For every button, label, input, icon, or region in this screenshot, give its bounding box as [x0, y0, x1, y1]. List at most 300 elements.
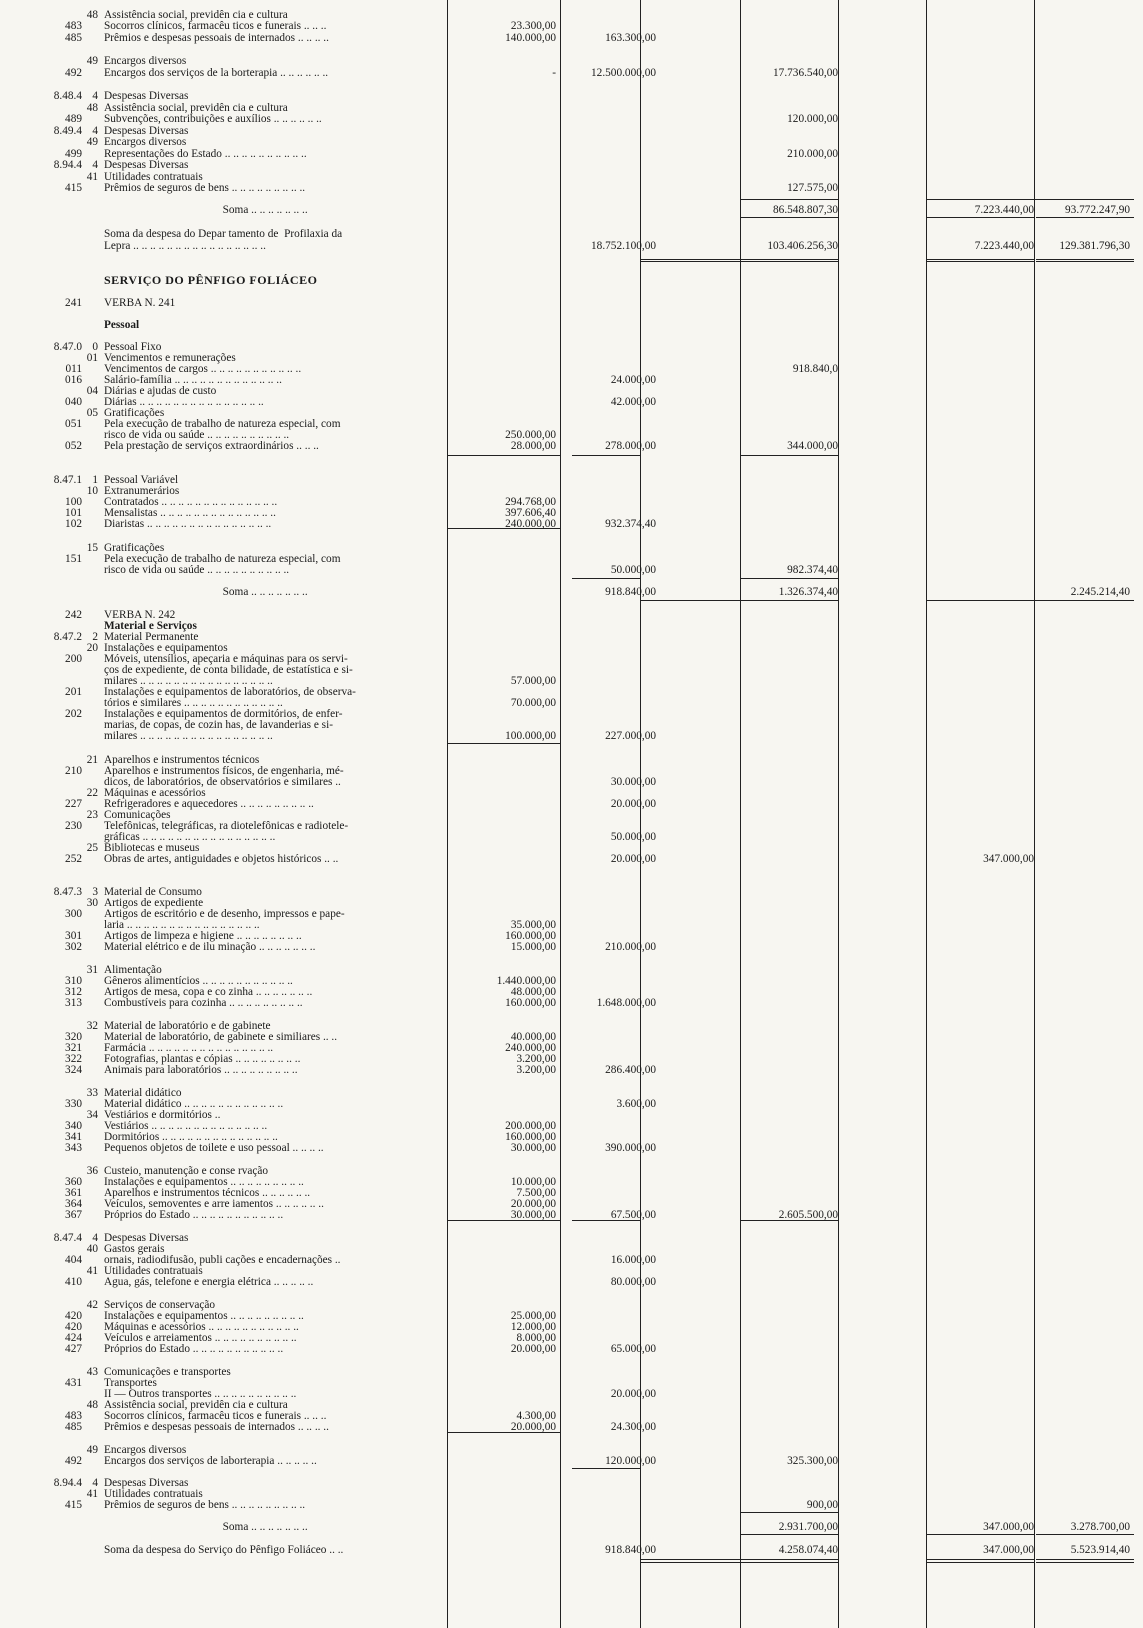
subgroup-code: 4: [92, 125, 98, 137]
item-code: 252: [65, 853, 82, 865]
total-rule: [740, 455, 838, 456]
amount-c1: 294.768,00: [505, 496, 556, 508]
item-code: 8.49.4: [53, 125, 82, 137]
total-rule: [572, 455, 640, 456]
subgroup-code: 4: [92, 90, 98, 102]
subgroup-code: 3: [92, 886, 98, 898]
item-description: Comunicações: [104, 809, 171, 821]
item-description: Representações do Estado .. .. .. .. .. .. .. .. .. ..: [104, 148, 307, 160]
item-code: 492: [65, 67, 82, 79]
item-description: Dormitórios .. .. .. .. .. .. .. .. .. .. .. .. .. ..: [104, 1131, 278, 1143]
item-code: 201: [65, 686, 82, 698]
subgroup-code: 4: [92, 1232, 98, 1244]
item-description: Veículos, semoventes e arre iamentos .. .. .. .. .. ..: [104, 1198, 324, 1210]
item-description: Soma .. .. .. .. .. .. ..: [104, 1521, 308, 1533]
amount-c2: 918.840,00: [605, 586, 656, 598]
amount-c1: 100.000,00: [505, 730, 556, 742]
amount-c2: 227.000,00: [605, 730, 656, 742]
total-rule: [926, 600, 1134, 601]
amount-c2: 30.000,00: [610, 776, 656, 788]
total-rule: [640, 259, 740, 260]
item-code: 424: [65, 1332, 82, 1344]
item-description: Soma da despesa do Depar tamento de Profilaxia da: [104, 228, 343, 240]
amount-c2: 65.000,00: [610, 1343, 656, 1355]
subgroup-code: 48: [86, 9, 98, 21]
item-description: Material e Serviços: [104, 620, 197, 632]
total-rule: [640, 1562, 740, 1563]
subgroup-code: 23: [86, 809, 98, 821]
item-code: 227: [65, 798, 82, 810]
amount-c1: 160.000,00: [505, 930, 556, 942]
item-code: 415: [65, 1499, 82, 1511]
total-rule: [926, 261, 1034, 262]
item-description: risco de vida ou saúde .. .. .. .. .. .. .. .. .. ..: [104, 564, 290, 576]
amount-c2: 932.374,40: [605, 518, 656, 530]
item-description: Combustíveis para cozinha .. .. .. .. .. .. .. .. ..: [104, 997, 303, 1009]
amount-c3: 325.300,00: [787, 1455, 838, 1467]
item-description: Agua, gás, telefone e energia elétrica .. .. .. .. ..: [104, 1276, 314, 1288]
item-code: 420: [65, 1321, 82, 1333]
total-rule: [1036, 1559, 1134, 1560]
item-description: Artigos de expediente: [104, 897, 204, 909]
amount-c2: 24.000,00: [610, 374, 656, 386]
item-description: Máquinas e acessórios .. .. .. .. .. .. .. .. .. .. ..: [104, 1321, 299, 1333]
amount-c1: 10.000,00: [510, 1176, 556, 1188]
item-description: Encargos dos serviços de la borterapia .. .. .. .. .. ..: [104, 67, 329, 79]
amount-c2: 390.000,00: [605, 1142, 656, 1154]
subgroup-code: 42: [86, 1299, 98, 1311]
item-description: Material de Consumo: [104, 886, 202, 898]
item-code: 101: [65, 507, 82, 519]
item-description: Aparelhos e instrumentos técnicos: [104, 754, 260, 766]
subgroup-code: 49: [86, 1444, 98, 1456]
item-code: 8.47.4: [53, 1232, 82, 1244]
total-rule: [447, 455, 560, 456]
column-rule: [1034, 0, 1035, 1628]
item-description: Despesas Diversas: [104, 1477, 189, 1489]
amount-c3: 210.000,00: [787, 148, 838, 160]
amount-c1: 70.000,00: [510, 697, 556, 709]
item-description: Prêmios e despesas pessoais de internados .. .. .. ..: [104, 32, 329, 44]
total-rule: [926, 1559, 1034, 1560]
item-description: Despesas Diversas: [104, 1232, 189, 1244]
amount-c1: 3.200,00: [516, 1064, 556, 1076]
item-description: Farmácia .. .. .. .. .. .. .. .. .. .. .. .. .. .. ..: [104, 1042, 274, 1054]
item-code: 489: [65, 113, 82, 125]
amount-c1: 200.000,00: [505, 1120, 556, 1132]
amount-c2: 42.000,00: [610, 396, 656, 408]
amount-c2: 50.000,00: [610, 831, 656, 843]
total-rule: [740, 1512, 838, 1513]
total-rule: [447, 743, 560, 744]
item-description: Alimentação: [104, 964, 162, 976]
item-description: Vencimentos e remunerações: [104, 352, 236, 364]
item-description: Soma .. .. .. .. .. .. ..: [104, 204, 308, 216]
subgroup-code: 21: [86, 754, 98, 766]
item-code: 051: [65, 418, 82, 430]
column-rule: [560, 0, 561, 1628]
item-code: 343: [65, 1142, 82, 1154]
total-rule: [1036, 261, 1134, 262]
item-description: Vestiários .. .. .. .. .. .. .. .. .. .. .. .. .. ..: [104, 1120, 268, 1132]
amount-c2: 80.000,00: [610, 1276, 656, 1288]
item-code: 364: [65, 1198, 82, 1210]
item-description: Pessoal: [104, 319, 140, 331]
item-code: 420: [65, 1310, 82, 1322]
item-description: Diárias e ajudas de custo: [104, 385, 217, 397]
item-code: 8.47.1: [53, 474, 82, 486]
item-description: Pessoal Variável: [104, 474, 179, 486]
item-code: 202: [65, 708, 82, 720]
item-description: Assistência social, previdên cia e cultura: [104, 102, 288, 114]
item-description: Material elétrico e de ilu minação .. .. .. .. .. .. ..: [104, 941, 316, 953]
item-description: Contratados .. .. .. .. .. .. .. .. .. .. .. .. .. ..: [104, 496, 278, 508]
subgroup-code: 4: [92, 159, 98, 171]
item-description: Socorros clínicos, farmacêu ticos e funerais .. .. ..: [104, 20, 327, 32]
amount-c2: 278.000,00: [605, 440, 656, 452]
item-description: Refrigeradores e aquecedores .. .. .. .. .. .. .. .. ..: [104, 798, 314, 810]
item-description: Animais para laboratórios .. .. .. .. .. .. .. .. ..: [104, 1064, 298, 1076]
subgroup-code: 48: [86, 1399, 98, 1411]
item-description: Despesas Diversas: [104, 159, 189, 171]
amount-c3: 1.326.374,40: [778, 586, 838, 598]
item-code: 230: [65, 820, 82, 832]
total-rule: [572, 578, 640, 579]
item-description: Assistência social, previdên cia e cultura: [104, 9, 288, 21]
item-code: 321: [65, 1042, 82, 1054]
subgroup-code: 20: [86, 642, 98, 654]
item-code: 011: [65, 363, 82, 375]
item-description: Encargos diversos: [104, 1444, 187, 1456]
item-description: Extranumerários: [104, 485, 180, 497]
amount-c2: 20.000,00: [610, 798, 656, 810]
item-description: gráficas .. .. .. .. .. .. .. .. .. .. .. .. .. .. .. ..: [104, 831, 276, 843]
item-description: Soma da despesa do Serviço do Pênfigo Foliáceo .. ..: [104, 1544, 344, 1556]
item-description: Aparelhos e instrumentos técnicos .. .. .. .. .. ..: [104, 1187, 311, 1199]
item-code: 241: [65, 297, 82, 309]
amount-c2: 24.300,00: [610, 1421, 656, 1433]
item-description: Instalações e equipamentos .. .. .. .. .. .. .. .. ..: [104, 1310, 304, 1322]
amount-c2: 3.600,00: [616, 1098, 656, 1110]
item-code: 483: [65, 1410, 82, 1422]
subgroup-code: 05: [86, 407, 98, 419]
item-description: Pequenos objetos de toilete e uso pessoal .. .. .. ..: [104, 1142, 324, 1154]
column-rule: [447, 0, 448, 1628]
total-rule: [640, 261, 740, 262]
total-rule: [740, 261, 838, 262]
subgroup-code: 15: [86, 542, 98, 554]
item-code: 322: [65, 1053, 82, 1065]
item-description: Gratificações: [104, 542, 165, 554]
total-rule: [1036, 1562, 1134, 1563]
total-rule: [926, 259, 1034, 260]
item-description: Assistência social, previdên cia e cultura: [104, 1399, 288, 1411]
item-description: Encargos dos serviços de laborterapia .. .. .. .. ..: [104, 1455, 317, 1467]
item-description: Artigos de escritório e de desenho, impressos e pape-: [104, 908, 345, 920]
subgroup-code: 33: [86, 1087, 98, 1099]
item-code: 431: [65, 1377, 82, 1389]
amount-c1: 30.000,00: [510, 1142, 556, 1154]
item-description: Comunicações e transportes: [104, 1366, 231, 1378]
item-description: Veículos e arreiamentos .. .. .. .. .. .. .. .. .. ..: [104, 1332, 297, 1344]
item-code: 330: [65, 1098, 82, 1110]
item-description: risco de vida ou saúde .. .. .. .. .. .. .. .. .. ..: [104, 429, 290, 441]
item-description: Material de laboratório e de gabinete: [104, 1020, 271, 1032]
item-code: 492: [65, 1455, 82, 1467]
item-code: 340: [65, 1120, 82, 1132]
item-description: Material didático: [104, 1087, 182, 1099]
subgroup-code: 0: [92, 341, 98, 353]
item-description: Custeio, manutenção e conse rvação: [104, 1165, 269, 1177]
item-code: 8.94.4: [53, 1477, 82, 1489]
amount-c5: 3.278.700,00: [1070, 1521, 1130, 1533]
item-description: Pela prestação de serviços extraordinários .. .. ..: [104, 440, 319, 452]
amount-c3: 17.736.540,00: [773, 67, 838, 79]
amount-c1: 20.000,00: [510, 1421, 556, 1433]
subgroup-code: 2: [92, 631, 98, 643]
amount-c2: 20.000,00: [610, 1388, 656, 1400]
item-description: Obras de artes, antiguidades e objetos históricos .. ..: [104, 853, 339, 865]
item-code: 320: [65, 1031, 82, 1043]
item-description: Móveis, utensílios, apeçaria e máquinas para os servi-: [104, 653, 348, 665]
amount-c1: 240.000,00: [505, 1042, 556, 1054]
item-description: Serviços de conservação: [104, 1299, 216, 1311]
item-description: ços de expediente, de conta bilidade, de estatística e si-: [104, 664, 353, 676]
amount-c5: 2.245.214,40: [1070, 586, 1130, 598]
item-description: Material de laboratório, de gabinete e similiares .. ..: [104, 1031, 338, 1043]
amount-c2: 120.000,00: [605, 1455, 656, 1467]
amount-c2: 918.840,00: [605, 1544, 656, 1556]
total-rule: [740, 1559, 838, 1560]
item-code: 8.48.4: [53, 90, 82, 102]
item-code: 151: [65, 553, 82, 565]
amount-c3: 127.575,00: [787, 182, 838, 194]
item-code: 427: [65, 1343, 82, 1355]
subgroup-code: 31: [86, 964, 98, 976]
subgroup-code: 43: [86, 1366, 98, 1378]
amount-c2: 163.300,00: [605, 32, 656, 44]
amount-c1: 160.000,00: [505, 997, 556, 1009]
subgroup-code: 32: [86, 1020, 98, 1032]
item-code: 300: [65, 908, 82, 920]
subgroup-code: 04: [86, 385, 98, 397]
amount-c3: 2.931.700,00: [778, 1521, 838, 1533]
item-description: Vencimentos de cargos .. .. .. .. .. .. .. .. .. .. ..: [104, 363, 302, 375]
amount-c4: 347.000,00: [983, 1544, 1034, 1556]
amount-c1: 7.500,00: [516, 1187, 556, 1199]
item-code: 302: [65, 941, 82, 953]
amount-c1: 30.000,00: [510, 1209, 556, 1221]
item-description: Prêmios de seguros de bens .. .. .. .. .. .. .. .. ..: [104, 182, 306, 194]
amount-c1: 48.000,00: [510, 986, 556, 998]
amount-c1: 20.000,00: [510, 1198, 556, 1210]
item-code: 499: [65, 148, 82, 160]
item-description: VERBA N. 242: [104, 609, 176, 621]
total-rule: [740, 259, 838, 260]
item-code: 301: [65, 930, 82, 942]
item-code: 310: [65, 975, 82, 987]
item-description: Artigos de limpeza e higiene .. .. .. .. .. .. .. ..: [104, 930, 302, 942]
item-code: 016: [65, 374, 82, 386]
total-rule: [740, 1562, 838, 1563]
subgroup-code: 34: [86, 1109, 98, 1121]
amount-c1: 397.606,40: [505, 507, 556, 519]
amount-c1: 140.000,00: [505, 32, 556, 44]
total-rule: [740, 578, 838, 579]
amount-c1: 23.300,00: [510, 20, 556, 32]
item-description: Instalações e equipamentos de laboratórios, de observa-: [104, 686, 356, 698]
column-rule: [740, 0, 741, 1628]
subgroup-code: 36: [86, 1165, 98, 1177]
item-description: II — Outros transportes .. .. .. .. .. .. .. .. .. ..: [104, 1388, 297, 1400]
amount-c2: 1.648.000,00: [596, 997, 656, 1009]
total-rule: [926, 217, 1034, 218]
amount-c1: 1.440.000,00: [496, 975, 556, 987]
amount-c2: 12.500.000,00: [591, 67, 656, 79]
item-code: 415: [65, 182, 82, 194]
amount-c3: 103.406.256,30: [767, 240, 838, 252]
amount-c3: 918.840,0: [792, 363, 838, 375]
item-description: Máquinas e acessórios: [104, 787, 206, 799]
subgroup-code: 41: [86, 1265, 98, 1277]
total-rule: [740, 199, 838, 200]
subgroup-code: 41: [86, 1488, 98, 1500]
total-rule: [740, 1534, 838, 1535]
item-code: 404: [65, 1254, 82, 1266]
item-description: Próprios do Estado .. .. .. .. .. .. .. .. .. .. ..: [104, 1209, 284, 1221]
item-description: marias, de copas, de cozin has, de lavanderias e si-: [104, 719, 333, 731]
item-code: 341: [65, 1131, 82, 1143]
subgroup-code: 30: [86, 897, 98, 909]
total-rule: [926, 199, 1134, 200]
item-description: Encargos diversos: [104, 136, 187, 148]
amount-c3: 120.000,00: [787, 113, 838, 125]
amount-c1: 160.000,00: [505, 1131, 556, 1143]
total-rule: [740, 217, 838, 218]
item-description: Utilidades contratuais: [104, 171, 203, 183]
item-description: Lepra .. .. .. .. .. .. .. .. .. .. .. .. .. .. .. ..: [104, 240, 266, 252]
item-description: dicos, de laboratórios, de observatórios e similares ..: [104, 776, 341, 788]
total-rule: [926, 1534, 1034, 1535]
amount-c3: 900,00: [806, 1499, 838, 1511]
item-description: Prêmios de seguros de bens .. .. .. .. .. .. .. .. ..: [104, 1499, 306, 1511]
amount-c1: 25.000,00: [510, 1310, 556, 1322]
amount-c2: 286.400,00: [605, 1064, 656, 1076]
amount-c2: 50.000,00: [610, 564, 656, 576]
total-rule: [740, 600, 838, 601]
item-description: Material didático .. .. .. .. .. .. .. .. .. .. .. ..: [104, 1098, 284, 1110]
item-code: 360: [65, 1176, 82, 1188]
item-description: Encargos diversos: [104, 55, 187, 67]
total-rule: [1036, 217, 1134, 218]
item-code: 102: [65, 518, 82, 530]
item-code: 200: [65, 653, 82, 665]
item-description: Utilidades contratuais: [104, 1488, 203, 1500]
amount-c1: 12.000,00: [510, 1321, 556, 1333]
item-code: 100: [65, 496, 82, 508]
item-description: milares .. .. .. .. .. .. .. .. .. .. .. .. .. .. .. ..: [104, 730, 273, 742]
amount-c1: 57.000,00: [510, 675, 556, 687]
item-description: Pela execução de trabalho de natureza especial, com: [104, 418, 341, 430]
item-description: Artigos de mesa, copa e co zinha .. .. .. .. .. .. ..: [104, 986, 313, 998]
item-code: 485: [65, 32, 82, 44]
amount-c5: 5.523.914,40: [1070, 1544, 1130, 1556]
amount-c3: 2.605.500,00: [778, 1209, 838, 1221]
item-description: Vestiários e dormitórios ..: [104, 1109, 221, 1121]
item-description: Fotografias, plantas e cópias .. .. .. .. .. .. .. ..: [104, 1053, 301, 1065]
subgroup-code: 22: [86, 787, 98, 799]
amount-c4: 347.000,00: [983, 1521, 1034, 1533]
item-description: Subvenções, contribuições e auxílios .. .. .. .. .. ..: [104, 113, 322, 125]
item-description: Telefônicas, telegráficas, ra diotelefônicas e radiotele-: [104, 820, 349, 832]
item-description: Pela execução de trabalho de natureza especial, com: [104, 553, 341, 565]
item-description: Material Permanente: [104, 631, 199, 643]
item-description: Soma .. .. .. .. .. .. ..: [104, 586, 308, 598]
amount-c2: 18.752.100,00: [591, 240, 656, 252]
column-rule: [926, 0, 927, 1628]
item-description: SERVIÇO DO PÊNFIGO FOLIÁCEO: [104, 274, 318, 286]
item-description: Prêmios e despesas pessoais de internados .. .. .. ..: [104, 1421, 329, 1433]
amount-c1: 4.300,00: [516, 1410, 556, 1422]
item-description: Diaristas .. .. .. .. .. .. .. .. .. .. .. .. .. .. ..: [104, 518, 272, 530]
amount-c2: 16.000,00: [610, 1254, 656, 1266]
amount-c4: 7.223.440,00: [974, 204, 1034, 216]
item-code: 483: [65, 20, 82, 32]
amount-c1: 8.000,00: [516, 1332, 556, 1344]
item-description: Próprios do Estado .. .. .. .. .. .. .. .. .. .. ..: [104, 1343, 284, 1355]
subgroup-code: 10: [86, 485, 98, 497]
subgroup-code: 48: [86, 102, 98, 114]
item-code: 8.47.0: [53, 341, 82, 353]
item-description: Gêneros alimentícios .. .. .. .. .. .. .. .. .. .. ..: [104, 975, 293, 987]
amount-c2: 210.000,00: [605, 941, 656, 953]
total-rule: [1036, 259, 1134, 260]
item-description: ornais, radiodifusão, publi cações e encadernações ..: [104, 1254, 341, 1266]
item-description: Transportes: [104, 1377, 157, 1389]
item-description: laria .. .. .. .. .. .. .. .. .. .. .. .. .. .. .. ..: [104, 919, 260, 931]
amount-c5: 129.381.796,30: [1059, 240, 1130, 252]
item-description: Diárias .. .. .. .. .. .. .. .. .. .. .. .. .. .. ..: [104, 396, 264, 408]
total-rule: [572, 1468, 640, 1469]
subgroup-code: 41: [86, 171, 98, 183]
item-code: 485: [65, 1421, 82, 1433]
amount-c3: 4.258.074,40: [778, 1544, 838, 1556]
item-description: Instalações e equipamentos .. .. .. .. .. .. .. .. ..: [104, 1176, 304, 1188]
amount-c4: 7.223.440,00: [974, 240, 1034, 252]
item-code: 361: [65, 1187, 82, 1199]
item-description: Mensalistas .. .. .. .. .. .. .. .. .. .. .. .. .. ..: [104, 507, 276, 519]
item-description: Gratificações: [104, 407, 165, 419]
subgroup-code: 49: [86, 136, 98, 148]
subgroup-code: 1: [92, 474, 98, 486]
item-code: 8.47.3: [53, 886, 82, 898]
item-description: Aparelhos e instrumentos físicos, de engenharia, mé-: [104, 765, 344, 777]
item-code: 324: [65, 1064, 82, 1076]
amount-c5: 93.772.247,90: [1065, 204, 1130, 216]
item-description: milares .. .. .. .. .. .. .. .. .. .. .. .. .. .. .. ..: [104, 675, 273, 687]
item-code: 313: [65, 997, 82, 1009]
subgroup-code: 01: [86, 352, 98, 364]
subgroup-code: 4: [92, 1477, 98, 1489]
item-code: 312: [65, 986, 82, 998]
amount-c1: 240.000,00: [505, 518, 556, 530]
subgroup-code: 49: [86, 55, 98, 67]
subgroup-code: 25: [86, 842, 98, 854]
amount-c1: 15.000,00: [510, 941, 556, 953]
item-description: Instalações e equipamentos de dormitórios, de enfer-: [104, 708, 343, 720]
item-description: Salário-família .. .. .. .. .. .. .. .. .. .. .. .. ..: [104, 374, 282, 386]
total-rule: [640, 1559, 740, 1560]
